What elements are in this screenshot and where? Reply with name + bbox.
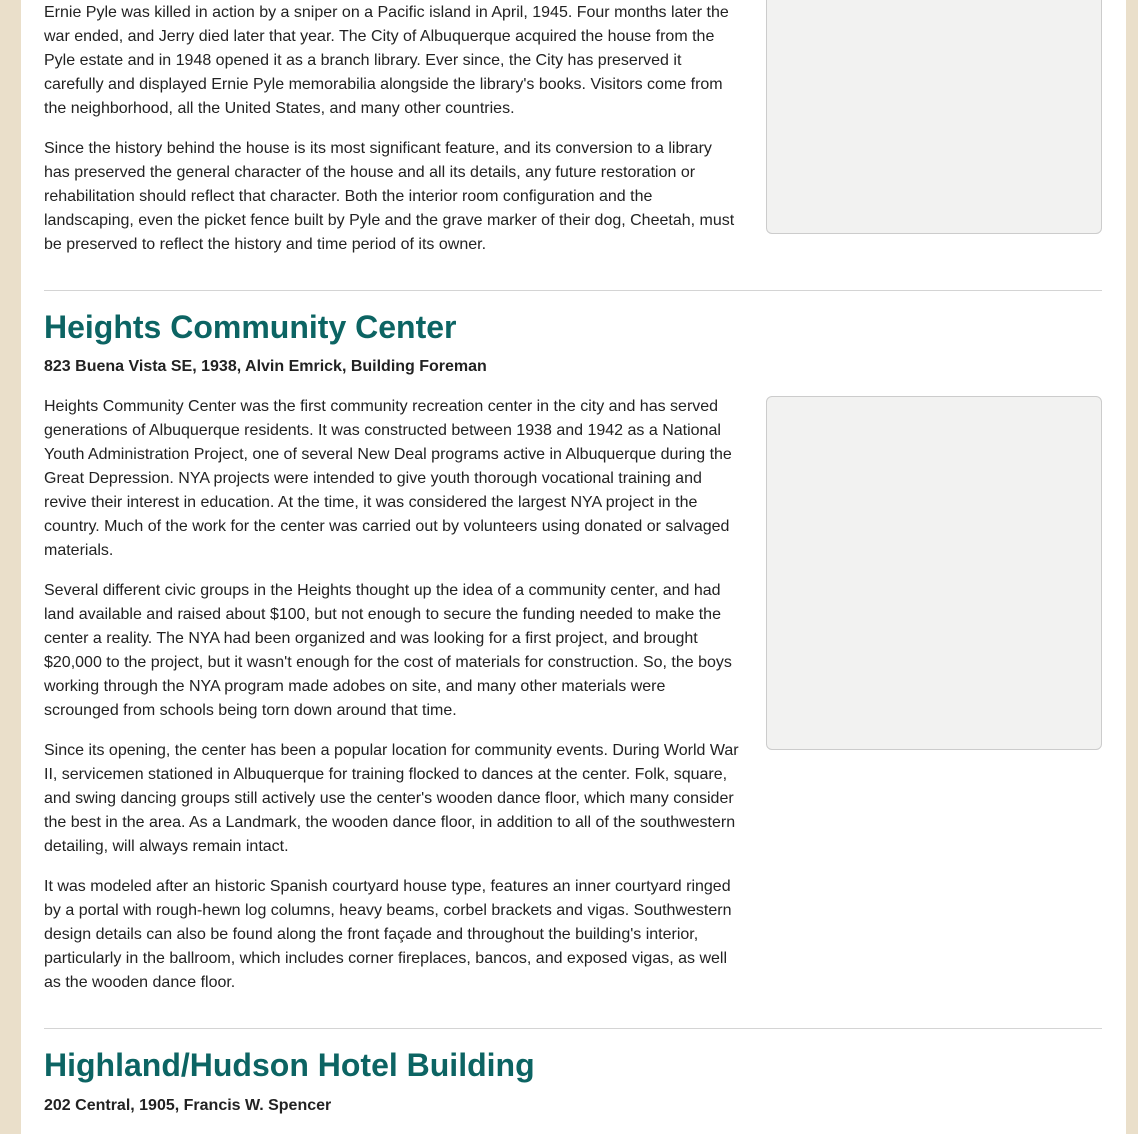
content-page [21, 0, 1126, 1134]
section-divider [44, 1028, 1102, 1029]
heights-paragraph: Since its opening, the center has been a popular location for community events. During World War II, servicemen stationed in Albuquerque for training flocked to dances at the center. Folk, square, and swing dancing groups still actively use the center's wooden dance floor, which many consider the best in the area. As a Landmark, the wooden dance floor, in addition to all of the southwestern detailing, will always remain intact. [44, 742, 739, 855]
ernie-pyle-photo [766, 0, 1102, 234]
heights-paragraph: Several different civic groups in the Heights thought up the idea of a community center, and had land available and raised about $100, but not enough to secure the funding needed to make the center a reality. The NYA had been organized and was looking for a first project, and brought $20,000 to the project, but it wasn't enough for the cost of materials for construction. So, the boys working through the NYA program made adobes on site, and many other materials were scrounged from schools being torn down around that time. [44, 582, 732, 719]
heights-subtitle: 823 Buena Vista SE, 1938, Alvin Emrick, Building Foreman [44, 358, 487, 375]
heights-photo [766, 396, 1102, 750]
ernie-pyle-text [44, 1, 742, 257]
heights-title: Heights Community Center [44, 309, 457, 345]
ernie-pyle-paragraph: Ernie Pyle was killed in action by a sniper on a Pacific island in April, 1945. Four months later the war ended, and Jerry died later that year. The City of Albuquerque acquired the house from the Pyle estate and in 1948 opened it as a branch library. Ever since, the City has preserved it carefully and displayed Ernie Pyle memorabilia alongside the library's books. Visitors come from the neighborhood, all the United States, and many other countries. [44, 4, 729, 117]
highland-title: Highland/Hudson Hotel Building [44, 1047, 535, 1083]
ernie-pyle-paragraph: Since the history behind the house is its most significant feature, and its conversion to a library has preserved the general character of the house and all its details, any future restoration or rehabilitation should reflect that character. Both the interior room configuration and the landscaping, even the picket fence built by Pyle and the grave marker of their dog, Cheetah, must be preserved to reflect the history and time period of its owner. [44, 140, 735, 253]
heights-text [44, 395, 742, 995]
heights-paragraph: Heights Community Center was the first community recreation center in the city and has served generations of Albuquerque residents. It was constructed between 1938 and 1942 as a National Youth Administration Project, one of several New Deal programs active in Albuquerque during the Great Depression. NYA projects were intended to give youth thorough vocational training and revive their interest in education. At the time, it was considered the largest NYA project in the country. Much of the work for the center was carried out by volunteers using donated or salvaged materials. [44, 398, 732, 559]
heights-paragraph: It was modeled after an historic Spanish courtyard house type, features an inner courtyard ringed by a portal with rough-hewn log columns, heavy beams, corbel brackets and vigas. Southwestern design details can also be found along the front façade and throughout the building's interior, particularly in the ballroom, which includes corner fireplaces, bancos, and exposed vigas, as well as the wooden dance floor. [44, 878, 732, 991]
highland-subtitle: 202 Central, 1905, Francis W. Spencer [44, 1097, 332, 1114]
section-divider [44, 290, 1102, 291]
